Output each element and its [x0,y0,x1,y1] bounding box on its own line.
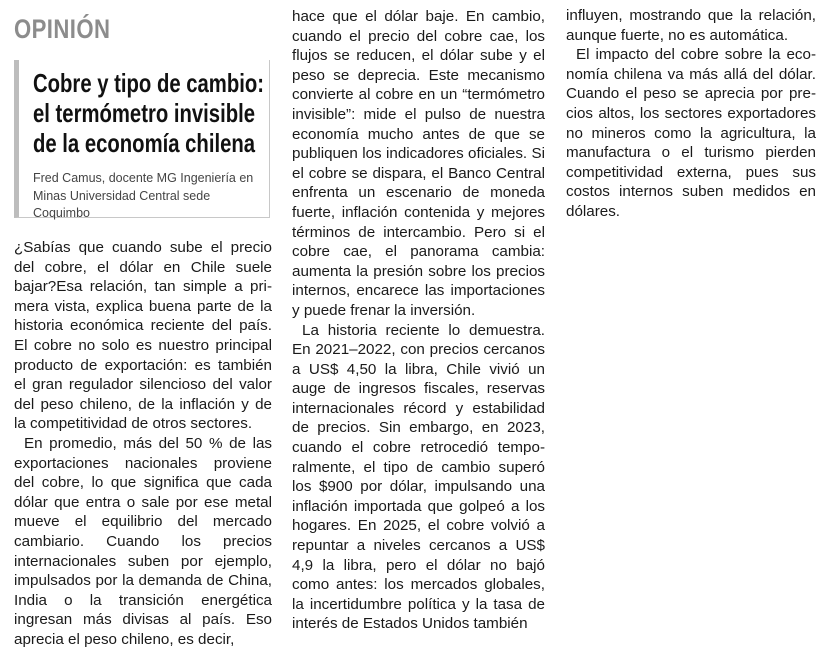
article-column-3 [566,6,816,222]
paragraph: hace que el dólar baje. En cambio, cuando el precio del cobre cae, los flujos se reducen, el dólar sube y el peso se deprecia. Este mecanismo convierte al cobre en un “termómetro invisible”: mide el pulso de nuestra economía mucho antes de que se publiquen los indicadores oficiales. Si el cobre se dispara, el Banco Central enfrenta un escenario de moneda fuerte, inflación contenida y mejores términos de intercambio. Pero si el cobre cae, el panorama cambia: aumenta la presión sobre los precios internos, encarece las importaciones y puede frenar la inversión. [292,8,545,319]
paragraph: El impacto del cobre sobre la economía chilena va más allá del dólar. Cuando el peso se aprecia por precios altos, los sectores exportadores no mineros como la agricultura, la manufactura o el turismo pierden competitividad externa, pues sus costos internos suben medidos en dólares. [566,46,816,220]
headline-box [14,60,270,218]
paragraph: En promedio, más del 50 % de las exportaciones nacionales proviene del cobre, lo que significa que cada dólar que entra o sale por ese metal mueve el equilibrio del mercado cambiario. Cuando los precios internacionales suben por ejemplo, impulsados por la demanda de China, India o la transición energética ingresan más divisas al país. Eso aprecia el peso chileno, es decir, [14,434,272,648]
paragraph: influyen, mostrando que la relación, aunque fuerte, no es automática. [566,7,816,44]
article-column-1 [14,238,272,649]
paragraph: ¿Sabías que cuando sube el precio del cobre, el dólar en Chile suele bajar?Esa relación, tan simple a primera vista, explica buena parte de la historia económica reciente del país. El cobre no solo es nuestro principal producto de exportación: es también el gran regulador silencioso del valor del peso chileno, de la inflación y de la competitividad de otros sectores. [14,239,272,433]
article-column-2 [292,7,545,634]
paragraph: La historia reciente lo demuestra. En 2021–2022, con precios cercanos a US$ 4,50 la libra, Chile vivió un auge de ingresos fiscales, reservas internacionales récord y estabilidad de precios. Sin embargo, en 2023, cuando el cobre retrocedió temporalmente, el tipo de cambio superó los $900 por dólar, impulsando una inflación importada que golpeó a los hogares. En 2025, el cobre volvió a repuntar a niveles cercanos a US$ 4,9 la libra, pero el dólar no bajó como antes: los mercados globales, la incertidumbre política y la tasa de interés de Estados Unidos también [292,321,545,633]
headline: Cobre y tipo de cambio: el termómetro invisible de la economía chilena [33,68,265,158]
section-label: OPINIÓN [14,14,111,44]
byline: Fred Camus, docente MG Ingeniería en Minas Universidad Central sede Coquimbo [33,171,254,220]
